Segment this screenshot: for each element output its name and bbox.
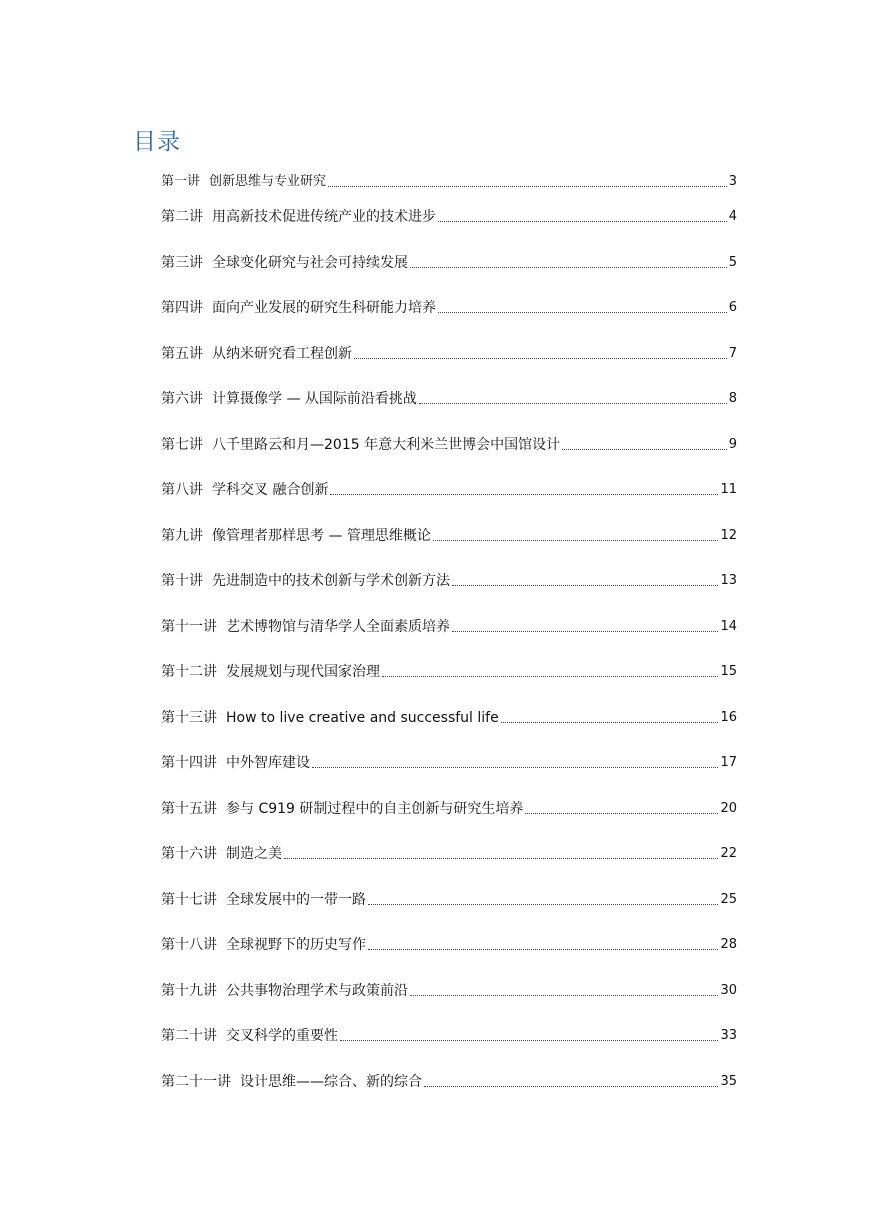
toc-entry-page-number: 35 — [720, 1073, 737, 1089]
toc-entry-title: 参与 C919 研制过程中的自主创新与研究生培养 — [226, 800, 524, 817]
toc-entry[interactable] — [161, 247, 737, 273]
toc-entry[interactable] — [161, 838, 737, 864]
toc-entry-number: 第十七讲 — [161, 891, 217, 908]
toc-dot-leader — [452, 585, 718, 586]
toc-entry[interactable] — [161, 292, 737, 318]
toc-entry-title: 先进制造中的技术创新与学术创新方法 — [212, 573, 450, 589]
toc-dot-leader — [438, 221, 727, 222]
toc-dot-leader — [368, 904, 718, 905]
toc-entry-number: 第十五讲 — [161, 800, 217, 817]
toc-entry-number: 第十讲 — [161, 573, 203, 589]
toc-entry-title: 面向产业发展的研究生科研能力培养 — [212, 300, 436, 316]
toc-entry-page-number: 13 — [720, 573, 737, 588]
toc-dot-leader — [328, 186, 727, 187]
toc-dot-leader — [410, 267, 727, 268]
toc-entry-title: 八千里路云和月—2015 年意大利米兰世博会中国馆设计 — [212, 436, 561, 453]
toc-entry-title: 计算摄像学 — 从国际前沿看挑战 — [212, 391, 417, 407]
toc-entry[interactable] — [161, 429, 737, 455]
toc-entry-title: 公共事物治理学术与政策前沿 — [226, 982, 408, 999]
toc-entry-page-number: 30 — [720, 982, 737, 998]
toc-dot-leader — [419, 403, 727, 404]
toc-entry-title: 用高新技术促进传统产业的技术进步 — [212, 209, 436, 225]
toc-entry[interactable] — [161, 793, 737, 819]
toc-entry[interactable] — [161, 1020, 737, 1046]
toc-entry-title: 中外智库建设 — [226, 755, 310, 771]
toc-entry-title: How to live creative and successful life — [226, 709, 499, 726]
toc-dot-leader — [330, 494, 718, 495]
toc-dot-leader — [424, 1086, 718, 1087]
toc-entry-page-number: 12 — [720, 527, 737, 543]
toc-entry-page-number: 8 — [728, 391, 737, 406]
toc-entry[interactable] — [161, 338, 737, 364]
toc-dot-leader — [368, 949, 718, 950]
toc-entry[interactable] — [161, 1066, 737, 1092]
toc-entry-number: 第七讲 — [161, 436, 203, 453]
toc-entry-number: 第十六讲 — [161, 846, 217, 862]
toc-entry[interactable] — [161, 201, 737, 227]
toc-entry[interactable] — [161, 383, 737, 409]
toc-entry[interactable] — [161, 166, 737, 192]
toc-entry-title: 制造之美 — [226, 846, 282, 862]
toc-dot-leader — [501, 722, 719, 723]
toc-entry-page-number: 3 — [728, 174, 737, 189]
toc-entry-number: 第二十讲 — [161, 1028, 217, 1044]
toc-entry-page-number: 11 — [720, 482, 737, 497]
toc-entry-number: 第六讲 — [161, 391, 203, 407]
toc-entry-title: 交叉科学的重要性 — [226, 1028, 338, 1044]
toc-entry-page-number: 7 — [728, 345, 737, 361]
toc-entry-number: 第三讲 — [161, 254, 203, 271]
toc-entry-number: 第二十一讲 — [161, 1073, 231, 1090]
toc-entry-number: 第二讲 — [161, 209, 203, 225]
toc-entry-number: 第十八讲 — [161, 937, 217, 953]
toc-entry-title: 设计思维——综合、新的综合 — [240, 1073, 422, 1090]
toc-entry-number: 第十一讲 — [161, 618, 217, 635]
toc-entry-page-number: 5 — [728, 254, 737, 270]
toc-entry-page-number: 22 — [720, 846, 737, 861]
toc-entry-page-number: 16 — [720, 709, 737, 725]
toc-entry-page-number: 4 — [728, 209, 737, 224]
toc-entry-number: 第十三讲 — [161, 709, 217, 726]
toc-entry-page-number: 20 — [720, 800, 737, 816]
toc-dot-leader — [340, 1040, 718, 1041]
toc-entry[interactable] — [161, 474, 737, 500]
toc-dot-leader — [452, 631, 718, 632]
toc-dot-leader — [312, 767, 718, 768]
toc-entry-page-number: 33 — [720, 1028, 737, 1043]
toc-entry-page-number: 17 — [720, 755, 737, 770]
toc-entry-number: 第四讲 — [161, 300, 203, 316]
toc-heading: 目录 — [133, 129, 181, 155]
toc-entry-page-number: 6 — [728, 300, 737, 315]
toc-entry[interactable] — [161, 565, 737, 591]
toc-entry[interactable] — [161, 929, 737, 955]
toc-entry-number: 第五讲 — [161, 345, 203, 362]
toc-entry-number: 第十二讲 — [161, 664, 217, 680]
toc-entry-page-number: 15 — [720, 664, 737, 679]
toc-dot-leader — [438, 312, 727, 313]
toc-entry-title: 从纳米研究看工程创新 — [212, 345, 352, 362]
toc-dot-leader — [525, 813, 718, 814]
toc-entry-title: 像管理者那样思考 — 管理思维概论 — [212, 527, 431, 544]
toc-entry-number: 第十四讲 — [161, 755, 217, 771]
toc-entry-page-number: 28 — [720, 937, 737, 952]
toc-entry-number: 第一讲 — [161, 174, 201, 189]
toc-entry[interactable] — [161, 747, 737, 773]
toc-dot-leader — [284, 858, 718, 859]
toc-list — [161, 166, 737, 1092]
toc-entry-title: 全球视野下的历史写作 — [226, 937, 366, 953]
toc-dot-leader — [354, 358, 727, 359]
toc-entry-title: 全球变化研究与社会可持续发展 — [212, 254, 408, 271]
toc-entry[interactable] — [161, 656, 737, 682]
toc-entry-page-number: 25 — [720, 891, 737, 907]
toc-entry-page-number: 9 — [728, 436, 737, 452]
toc-entry-number: 第八讲 — [161, 482, 203, 498]
toc-entry-title: 全球发展中的一带一路 — [226, 891, 366, 908]
toc-dot-leader — [562, 449, 727, 450]
toc-dot-leader — [433, 540, 719, 541]
toc-entry-title: 创新思维与专业研究 — [209, 174, 327, 189]
toc-entry-title: 艺术博物馆与清华学人全面素质培养 — [226, 618, 450, 635]
toc-entry-number: 第十九讲 — [161, 982, 217, 999]
toc-dot-leader — [410, 995, 718, 996]
toc-entry[interactable] — [161, 975, 737, 1001]
toc-entry[interactable] — [161, 702, 737, 728]
toc-entry[interactable] — [161, 884, 737, 910]
toc-entry-title: 学科交叉 融合创新 — [212, 482, 329, 498]
toc-entry-title: 发展规划与现代国家治理 — [226, 664, 380, 680]
toc-entry[interactable] — [161, 520, 737, 546]
toc-entry-page-number: 14 — [720, 618, 737, 634]
toc-entry[interactable] — [161, 611, 737, 637]
toc-dot-leader — [382, 676, 718, 677]
toc-entry-number: 第九讲 — [161, 527, 203, 544]
